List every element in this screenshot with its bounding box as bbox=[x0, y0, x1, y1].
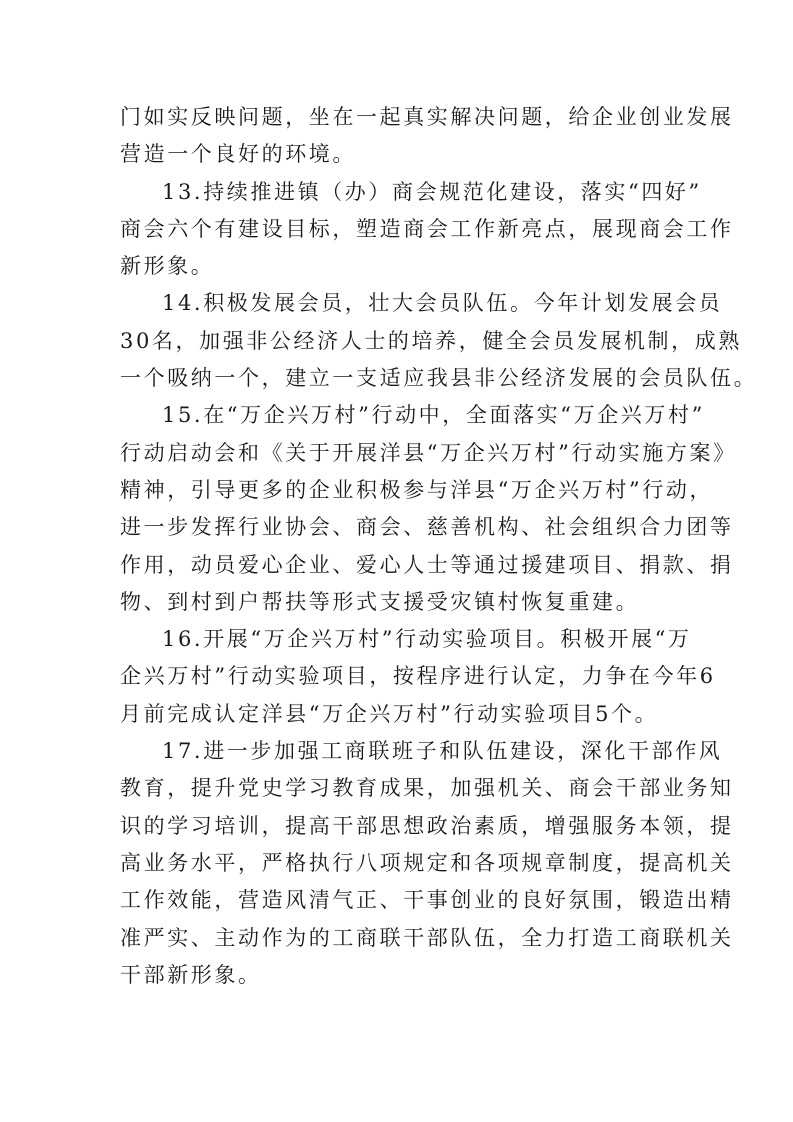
text-line: 精神，引导更多的企业积极参与洋县“万企兴万村”行动， bbox=[120, 477, 714, 502]
text-line: 门如实反映问题，坐在一起真实解决问题，给企业创业发展 bbox=[120, 105, 734, 129]
text-line: 15.在“万企兴万村”行动中，全面落实“万企兴万村” bbox=[162, 403, 705, 428]
text-line: 行动启动会和《关于开展洋县“万企兴万村”行动实施方案》 bbox=[120, 440, 737, 465]
text-line: 干部新形象。 bbox=[120, 962, 262, 987]
text-line: 企兴万村”行动实验项目，按程序进行认定，力争在今年6 bbox=[120, 664, 716, 689]
text-line: 13.持续推进镇（办）商会规范化建设，落实“四好” bbox=[162, 179, 702, 204]
text-line: 月前完成认定洋县“万企兴万村”行动实验项目5个。 bbox=[120, 701, 659, 726]
text-line: 14.积极发展会员，壮大会员队伍。今年计划发展会员 bbox=[162, 291, 723, 316]
text-line: 识的学习培训，提高干部思想政治素质，增强服务本领，提 bbox=[120, 813, 734, 838]
document-body bbox=[120, 99, 758, 994]
text-line: 商会六个有建设目标，塑造商会工作新亮点，展现商会工作 bbox=[120, 216, 734, 241]
text-line: 17.进一步加强工商联班子和队伍建设，深化干部作风 bbox=[162, 739, 723, 764]
text-line: 高业务水平，严格执行八项规定和各项规章制度，提高机关 bbox=[120, 850, 734, 875]
text-line: 30名，加强非公经济人士的培养，健全会员发展机制，成熟 bbox=[120, 328, 742, 353]
text-line: 新形象。 bbox=[120, 254, 215, 279]
text-line: 物、到村到户帮扶等形式支援受灾镇村恢复重建。 bbox=[120, 589, 640, 614]
text-line: 营造一个良好的环境。 bbox=[120, 142, 356, 167]
text-line: 教育，提升党史学习教育成果，加强机关、商会干部业务知 bbox=[120, 776, 734, 801]
text-line: 进一步发挥行业协会、商会、慈善机构、社会组织合力团等 bbox=[120, 515, 734, 540]
text-line: 作用，动员爱心企业、爱心人士等通过援建项目、捐款、捐 bbox=[120, 552, 734, 577]
text-line: 准严实、主动作为的工商联干部队伍，全力打造工商联机关 bbox=[120, 925, 734, 950]
text-line: 16.开展“万企兴万村”行动实验项目。积极开展“万 bbox=[162, 627, 692, 652]
text-line: 工作效能，营造风清气正、干事创业的良好氛围，锻造出精 bbox=[120, 888, 734, 913]
text-line: 一个吸纳一个，建立一支适应我县非公经济发展的会员队伍。 bbox=[120, 366, 758, 391]
